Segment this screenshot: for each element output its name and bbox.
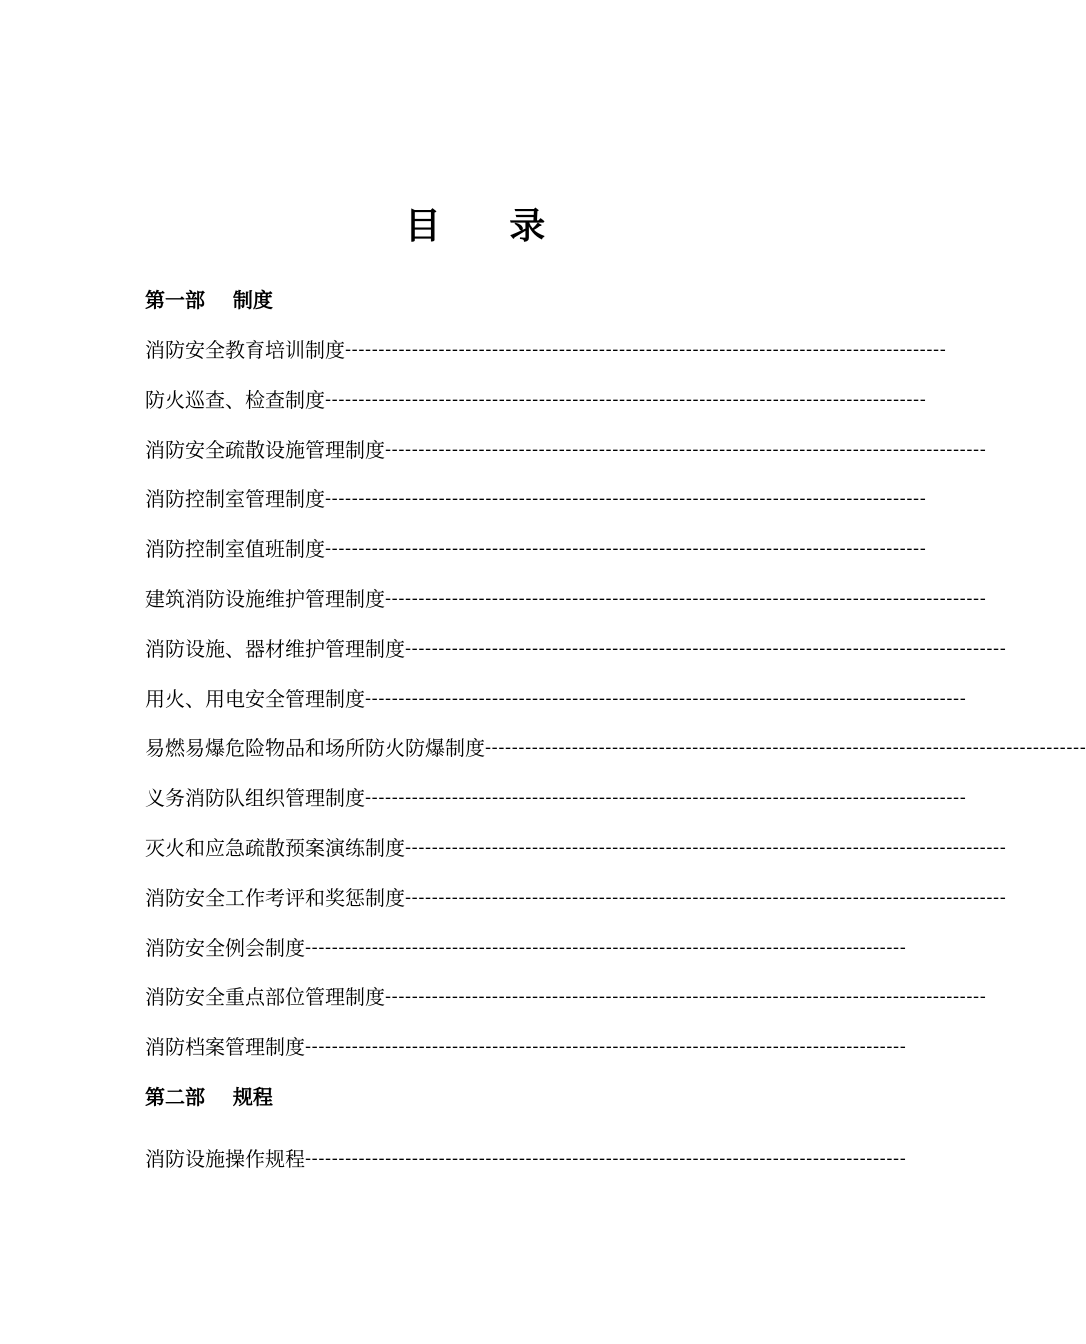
toc-entry-label: 用火、用电安全管理制度: [145, 687, 365, 711]
toc-leader: ------------------------------------------------------------------------------------------: [405, 887, 1007, 908]
toc-entry: [145, 833, 1007, 863]
toc-entry: [145, 733, 1086, 763]
toc-entry: [145, 1144, 907, 1174]
toc-entry-label: 消防安全疏散设施管理制度: [145, 438, 385, 462]
toc-entry-label: 消防控制室管理制度: [145, 487, 325, 511]
toc-leader: ------------------------------------------------------------------------------------------: [305, 937, 907, 958]
page-title: 目 录: [404, 205, 574, 247]
toc-leader: ------------------------------------------------------------------------------------------: [365, 688, 967, 709]
toc-entry: [145, 634, 1007, 664]
toc-entry-label: 消防档案管理制度: [145, 1035, 305, 1059]
toc-entry-label: 消防安全工作考评和奖惩制度: [145, 886, 405, 910]
toc-leader: ------------------------------------------------------------------------------------------: [405, 638, 1007, 659]
toc-leader: ------------------------------------------------------------------------------------------: [385, 986, 987, 1007]
toc-entry-label: 消防安全教育培训制度: [145, 338, 345, 362]
toc-entry-label: 消防安全例会制度: [145, 936, 305, 960]
toc-leader: ------------------------------------------------------------------------------------------: [325, 538, 927, 559]
toc-entry-label: 消防设施、器材维护管理制度: [145, 637, 405, 661]
toc-entry: [145, 883, 1007, 913]
toc-leader: ------------------------------------------------------------------------------------------: [365, 787, 967, 808]
toc-entry-label: 义务消防队组织管理制度: [145, 786, 365, 810]
toc-entry: [145, 933, 907, 963]
toc-leader: ------------------------------------------------------------------------------------------: [405, 837, 1007, 858]
toc-leader: ------------------------------------------------------------------------------------------: [385, 588, 987, 609]
toc-entry: [145, 982, 987, 1012]
toc-entry-label: 灭火和应急疏散预案演练制度: [145, 836, 405, 860]
toc-leader: ------------------------------------------------------------------------------------------: [325, 389, 927, 410]
section-heading-2: 第二部 规程: [145, 1085, 273, 1109]
toc-entry: [145, 335, 947, 365]
toc-leader: ------------------------------------------------------------------------------------------: [385, 439, 987, 460]
toc-entry-label: 防火巡查、检查制度: [145, 388, 325, 412]
toc-entry: [145, 783, 967, 813]
toc-leader: ------------------------------------------------------------------------------------------: [305, 1148, 907, 1169]
toc-entry: [145, 1032, 907, 1062]
section-heading-1: 第一部 制度: [145, 288, 273, 312]
toc-entry-label: 易燃易爆危险物品和场所防火防爆制度: [145, 736, 485, 760]
toc-entry: [145, 534, 927, 564]
toc-entry: [145, 484, 927, 514]
toc-entry: [145, 385, 927, 415]
toc-entry: [145, 435, 987, 465]
toc-leader: ------------------------------------------------------------------------------------------: [325, 488, 927, 509]
toc-entry: [145, 584, 987, 614]
toc-leader: ------------------------------------------------------------------------------------------: [485, 737, 1086, 758]
toc-leader: ------------------------------------------------------------------------------------------: [305, 1036, 907, 1057]
toc-entry-label: 建筑消防设施维护管理制度: [145, 587, 385, 611]
toc-leader: ------------------------------------------------------------------------------------------: [345, 339, 947, 360]
toc-entry-label: 消防设施操作规程: [145, 1147, 305, 1171]
toc-entry: [145, 684, 967, 714]
toc-entry-label: 消防安全重点部位管理制度: [145, 985, 385, 1009]
toc-entry-label: 消防控制室值班制度: [145, 537, 325, 561]
